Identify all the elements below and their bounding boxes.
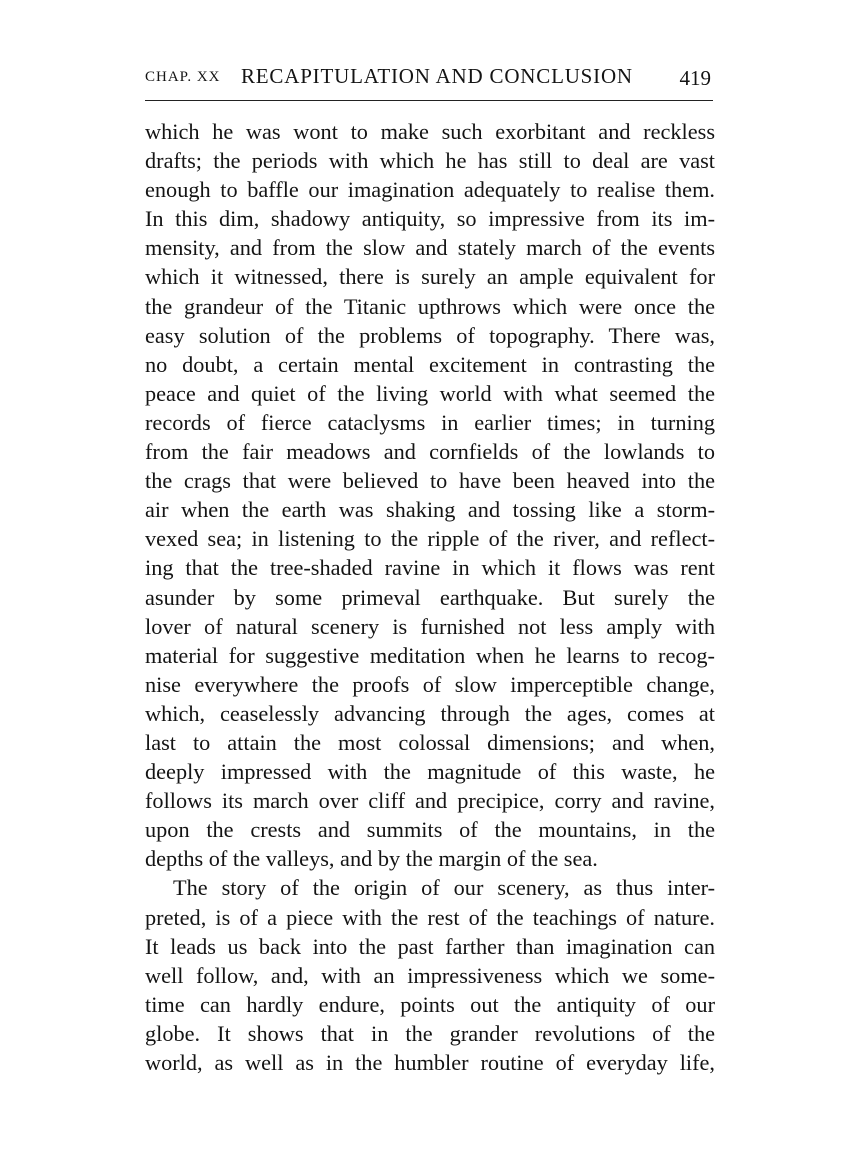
text-line: upon the crests and summits of the mountains, in the [145, 817, 715, 843]
chapter-label: CHAP. XX [145, 69, 221, 85]
paragraph-end-line: depths of the valleys, and by the margin of the sea. [145, 846, 598, 872]
text-line: from the fair meadows and cornfields of the lowlands to [145, 439, 715, 465]
text-line: drafts; the periods with which he has still to deal are vast [145, 148, 715, 174]
text-line: easy solution of the problems of topography. There was, [145, 322, 715, 348]
text-line: In this dim, shadowy antiquity, so impressive from its im- [145, 206, 715, 232]
text-line: enough to baffle our imagination adequately to realise them. [145, 177, 715, 203]
text-line: peace and quiet of the living world with what seemed the [145, 380, 715, 406]
text-line: lover of natural scenery is furnished not less amply with [145, 613, 715, 639]
text-line: follows its march over cliff and precipice, corry and ravine, [145, 788, 715, 814]
body-text [145, 117, 715, 1077]
text-line: asunder by some primeval earthquake. But surely the [145, 584, 715, 610]
text-line: no doubt, a certain mental excitement in contrasting the [145, 351, 715, 377]
text-line: records of fierce cataclysms in earlier times; in turning [145, 409, 715, 435]
text-line: the crags that were believed to have been heaved into the [145, 468, 715, 494]
paragraph-start-line: The story of the origin of our scenery, as thus inter- [173, 875, 715, 901]
text-line: air when the earth was shaking and tossing like a storm- [145, 497, 715, 523]
running-header [145, 62, 713, 96]
text-line: which it witnessed, there is surely an ample equivalent for [145, 264, 715, 290]
text-line: which, ceaselessly advancing through the ages, comes at [145, 700, 715, 726]
text-line: which he was wont to make such exorbitant and reckless [145, 119, 715, 144]
running-title: RECAPITULATION AND CONCLUSION [241, 64, 633, 88]
text-line: time can hardly endure, points out the antiquity of our [145, 991, 715, 1017]
text-line: the grandeur of the Titanic upthrows which were once the [145, 293, 715, 319]
header-rule [145, 100, 713, 101]
text-line: deeply impressed with the magnitude of this waste, he [145, 759, 715, 785]
text-line: mensity, and from the slow and stately march of the events [145, 235, 715, 261]
text-line: vexed sea; in listening to the ripple of the river, and reflect- [145, 526, 715, 552]
text-line: well follow, and, with an impressiveness which we some- [145, 962, 715, 988]
text-line: nise everywhere the proofs of slow imperceptible change, [145, 671, 715, 697]
text-line: preted, is of a piece with the rest of the teachings of nature. [145, 904, 715, 930]
text-line: world, as well as in the humbler routine of everyday life, [145, 1050, 715, 1075]
text-line: last to attain the most colossal dimensions; and when, [145, 729, 715, 755]
text-line: globe. It shows that in the grander revolutions of the [145, 1020, 715, 1046]
text-line: material for suggestive meditation when he learns to recog- [145, 642, 715, 668]
text-line: It leads us back into the past farther than imagination can [145, 933, 715, 959]
page-number: 419 [679, 66, 711, 90]
text-line: ing that the tree-shaded ravine in which it flows was rent [145, 555, 715, 581]
